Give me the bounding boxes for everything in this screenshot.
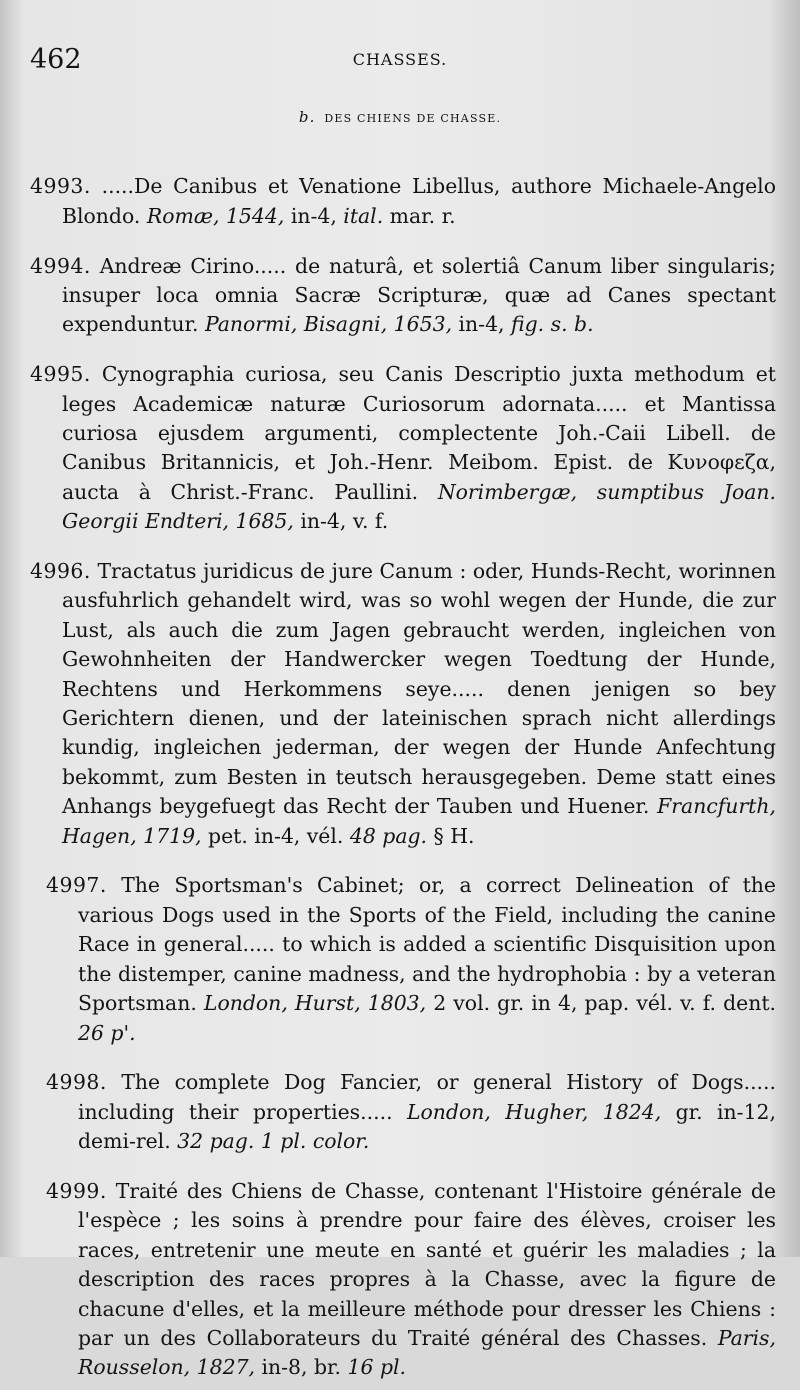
entry-format: 2 vol. gr. in 4, pap. vél. v. f. dent. <box>433 991 777 1016</box>
entry-text: The complete Dog Fancier, or general History of Dogs..... including their properties..... <box>78 1070 776 1124</box>
entry-number: 4995. <box>30 362 91 387</box>
entry-format: in-4, <box>290 203 337 228</box>
catalogue-entry-4995 <box>30 360 776 536</box>
entry-imprint: Paris, Rousselon, 1827, <box>78 1325 776 1380</box>
section-heading <box>0 108 800 126</box>
entry-number: 4998. <box>46 1070 107 1095</box>
page-number: 462 <box>30 44 82 75</box>
entry-text: Andreæ Cirino..... de naturâ, et solertiâ Canum liber singularis; insuper loca omnia Sacræ Scripturæ, quæ ad Canes spectant expenduntur. <box>62 253 777 337</box>
entry-number: 4999. <box>46 1178 107 1203</box>
catalogue-entry-4998 <box>46 1068 776 1156</box>
entry-number: 4997. <box>46 873 107 898</box>
page-header <box>30 44 770 78</box>
catalogue-entry-4999 <box>46 1177 776 1383</box>
entry-note: 26 p'. <box>78 1020 136 1045</box>
catalogue-entry-4997 <box>46 871 776 1047</box>
entry-note: ital. <box>343 203 384 228</box>
section-title: DES CHIENS DE CHASSE. <box>324 112 502 125</box>
entry-number: 4996. <box>30 559 91 584</box>
section-letter: b. <box>298 108 316 126</box>
catalogue-entry-4994 <box>30 252 776 340</box>
entry-number: 4994. <box>30 253 91 278</box>
running-title: CHASSES. <box>352 50 448 69</box>
entry-binding: mar. r. <box>389 203 456 228</box>
entry-imprint: Norimbergæ, sumptibus Joan. Georgii Endteri, 1685, <box>62 479 777 534</box>
entry-mark: § H. <box>433 823 475 848</box>
entry-format: pet. in-4, vél. <box>208 823 344 848</box>
entry-imprint: Panormi, Bisagni, 1653, <box>204 312 453 337</box>
entry-text: Cynographia curiosa, seu Canis Descriptio juxta methodum et leges Academicæ naturæ Curiosorum adornata..... et Mantissa curiosa ejusdem argumenti, complectente Joh.-Caii Libell. de Canibus Britannicis, et Joh.-Henr. Meibom. Epist. de Κυνοφεζα, aucta à Christ.-Franc. Paullini. <box>62 362 776 504</box>
catalogue-entries <box>30 152 776 1390</box>
entry-note: 16 pl. <box>347 1355 407 1380</box>
entry-imprint: London, Hugher, 1824, <box>406 1099 662 1124</box>
entry-imprint: Francfurth, Hagen, 1719, <box>62 794 776 848</box>
entry-text: .....De Canibus et Venatione Libellus, authore Michaele-Angelo Blondo. <box>62 174 776 228</box>
entry-note: 48 pag. <box>349 823 428 848</box>
entry-text: Traité des Chiens de Chasse, contenant l'Histoire générale de l'espèce ; les soins à prendre pour faire des élèves, croiser les races, entretenir une meute en santé et guérir les maladies ; la description des races propres à la Chasse, avec la figure de chacune d'elles, et la meilleure méthode pour dresser les Chiens : par un des Collaborateurs du Traité général des Chasses. <box>78 1178 777 1350</box>
entry-format: in-8, br. <box>261 1355 342 1380</box>
entry-format: in-4, <box>458 312 505 337</box>
entry-format: in-4, v. f. <box>300 509 389 534</box>
entry-format: gr. in-12, demi-rel. <box>78 1099 777 1154</box>
catalogue-entry-4996 <box>30 557 776 851</box>
entry-imprint: London, Hurst, 1803, <box>203 991 427 1016</box>
entry-note: fig. s. b. <box>511 312 594 337</box>
entry-note: 32 pag. 1 pl. color. <box>177 1129 370 1154</box>
entry-number: 4993. <box>30 174 91 199</box>
catalogue-entry-4993 <box>30 172 776 231</box>
entry-text: Tractatus juridicus de jure Canum : oder, Hunds-Recht, worinnen ausfuhrlich gehandelt wird, was so wohl wegen der Hunde, die zur Lust, als auch die zum Jagen gebraucht werden, ingleichen von Gewohnheiten der Handwercker wegen Toedtung der Hunde, Rechtens und Herkommens seye..... denen jenigen so bey Gerichtern dienen, und der lateinischen sprach nicht allerdings kundig, ingleichen jederman, der wegen der Hunde Anfechtung bekommt, zum Besten in teutsch herausgegeben. Deme statt eines Anhangs beygefuegt das Recht der Tauben und Huener. <box>62 559 776 819</box>
entry-text: The Sportsman's Cabinet; or, a correct Delineation of the various Dogs used in the Sports of the Field, including the canine Race in general..... to which is added a scientific Disquisition upon the distemper, canine madness, and the hydrophobia : by a veteran Sportsman. <box>78 873 776 1016</box>
entry-imprint: Romæ, 1544, <box>146 203 285 228</box>
